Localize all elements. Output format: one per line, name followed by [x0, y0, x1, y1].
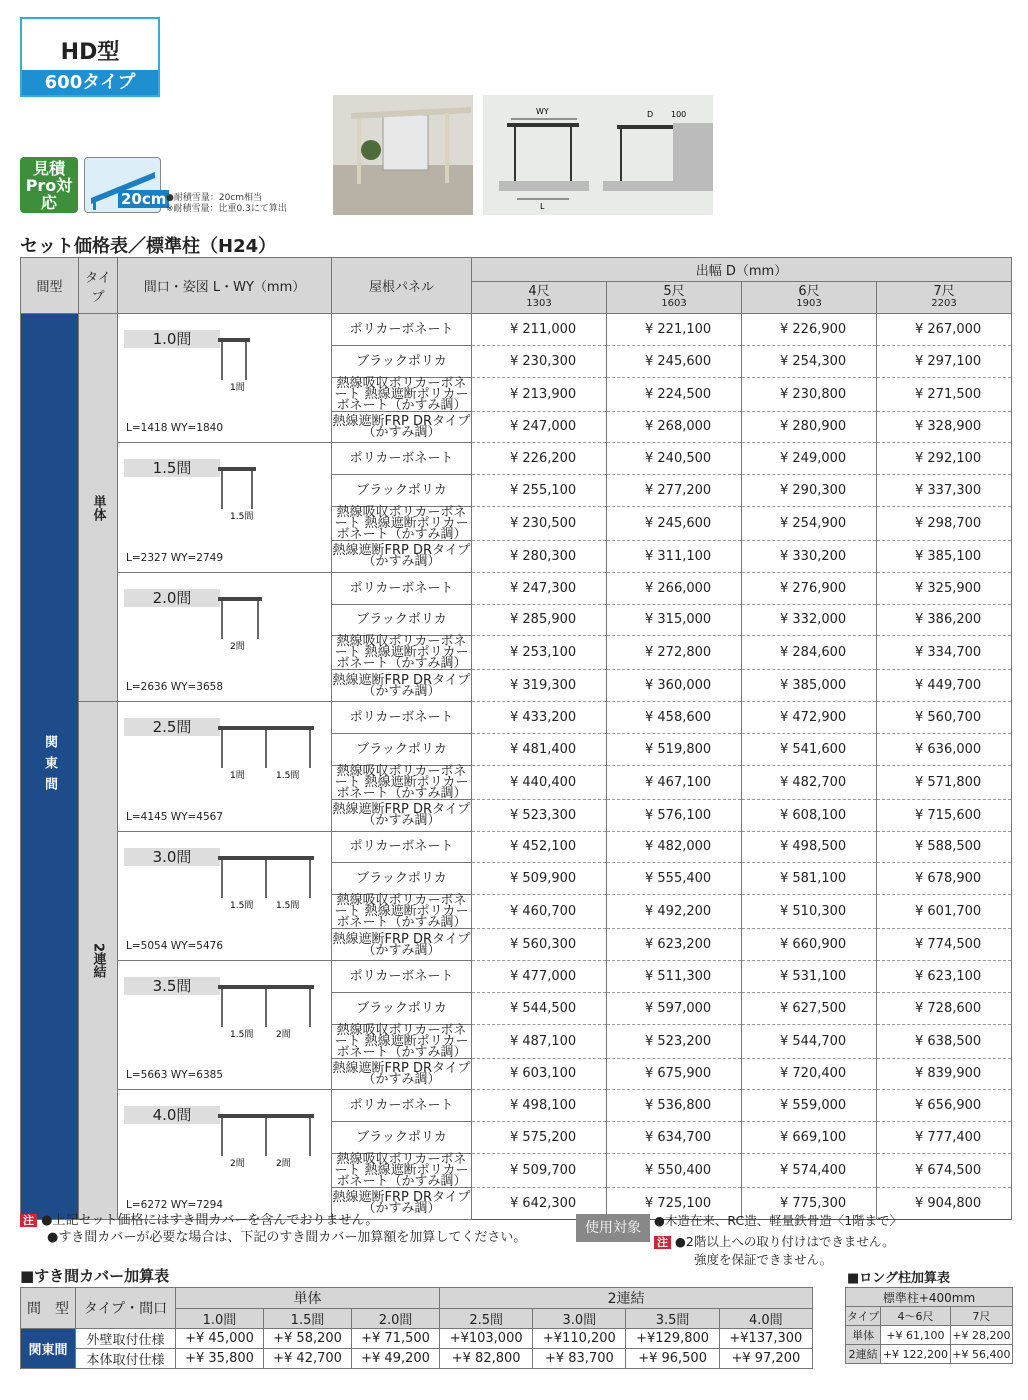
long-v2: +¥ 56,400 — [950, 1345, 1012, 1364]
size-figure — [118, 1090, 332, 1219]
depth-mm: 1603 — [661, 297, 687, 309]
price-cell: ¥ 292,100 — [877, 443, 1012, 475]
price-cell: ¥ 627,500 — [742, 992, 877, 1024]
cover-value: +¥110,200 — [533, 1329, 626, 1349]
panel-type: 熱線遮断FRP DRタイプ（かすみ調） — [332, 929, 472, 961]
panel-type: 熱線吸収ポリカーボネート 熱線遮断ポリカーボネート（かすみ調） — [332, 377, 472, 411]
panel-type: ブラックポリカ — [332, 604, 472, 636]
panel-type: ポリカーボネート — [332, 1090, 472, 1122]
price-cell: ¥ 777,400 — [877, 1122, 1012, 1154]
price-cell: ¥ 272,800 — [607, 636, 742, 670]
cover-col: 1.5間 — [264, 1309, 352, 1329]
price-cell: ¥ 280,900 — [742, 411, 877, 443]
price-cell: ¥ 576,100 — [607, 799, 742, 831]
span-label: 1間 — [230, 771, 245, 782]
depth-shaku: 5尺 — [663, 283, 685, 299]
panel-type: 熱線遮断FRP DRタイプ（かすみ調） — [332, 411, 472, 443]
cover-value: +¥ 45,000 — [176, 1329, 264, 1349]
long-c2: 7尺 — [950, 1307, 1012, 1326]
span-label: 1.5間 — [230, 512, 254, 523]
price-cell: ¥ 280,300 — [472, 540, 607, 572]
price-cell: ¥ 385,100 — [877, 540, 1012, 572]
dimension-diagram — [483, 95, 713, 215]
size-dims: L=2327 WY=2749 — [126, 551, 224, 564]
panel-type: ブラックポリカ — [332, 992, 472, 1024]
table-row — [21, 572, 1012, 604]
price-cell: ¥ 555,400 — [607, 863, 742, 895]
price-cell: ¥ 571,800 — [877, 765, 1012, 799]
price-cell: ¥ 460,700 — [472, 895, 607, 929]
size-label: 2.5間 — [124, 718, 220, 736]
cover-table — [20, 1287, 813, 1369]
span-label: 2間 — [276, 1029, 291, 1040]
estimate-badge: 見積Pro対応 — [20, 157, 78, 213]
price-cell: ¥ 482,000 — [607, 831, 742, 863]
cover-title: ■すき間カバー加算表 — [20, 1267, 170, 1285]
cover-value: +¥129,800 — [626, 1329, 719, 1349]
depth-shaku: 7尺 — [933, 283, 955, 299]
size-dims: L=1418 WY=1840 — [126, 422, 224, 435]
table-row — [21, 443, 1012, 475]
price-cell: ¥ 550,400 — [607, 1153, 742, 1187]
price-cell: ¥ 531,100 — [742, 960, 877, 992]
span-label: 1.5間 — [230, 900, 254, 911]
panel-type: ブラックポリカ — [332, 863, 472, 895]
table-row — [21, 831, 1012, 863]
price-cell: ¥ 642,300 — [472, 1187, 607, 1219]
price-cell: ¥ 498,100 — [472, 1090, 607, 1122]
table-row — [21, 1090, 1012, 1122]
price-cell: ¥ 328,900 — [877, 411, 1012, 443]
cover-row-name: 本体取付仕様 — [76, 1349, 176, 1369]
price-cell: ¥ 477,000 — [472, 960, 607, 992]
price-cell: ¥ 245,600 — [607, 345, 742, 377]
section-title: セット価格表／標準柱（H24） — [20, 236, 277, 257]
panel-type: ポリカーボネート — [332, 960, 472, 992]
price-cell: ¥ 458,600 — [607, 702, 742, 734]
usage-label: 使用対象 — [576, 1214, 650, 1242]
size-label: 4.0間 — [124, 1106, 220, 1124]
panel-type: 熱線吸収ポリカーボネート 熱線遮断ポリカーボネート（かすみ調） — [332, 636, 472, 670]
cover-col: 2.5間 — [440, 1309, 533, 1329]
size-figure — [118, 572, 332, 701]
snow-note-2: ※耐積雪量：比重0.3にて算出 — [166, 204, 287, 214]
d-offset: 100 — [671, 110, 687, 119]
price-cell: ¥ 311,100 — [607, 540, 742, 572]
price-cell: ¥ 774,500 — [877, 929, 1012, 961]
price-cell: ¥ 330,200 — [742, 540, 877, 572]
price-cell: ¥ 253,100 — [472, 636, 607, 670]
price-cell: ¥ 492,200 — [607, 895, 742, 929]
price-cell: ¥ 775,300 — [742, 1187, 877, 1219]
price-cell: ¥ 224,500 — [607, 377, 742, 411]
d-label: D — [647, 110, 654, 119]
price-cell: ¥ 608,100 — [742, 799, 877, 831]
h-depth: 出幅 D（mm） — [472, 258, 1012, 282]
depth-shaku: 4尺 — [528, 283, 550, 299]
price-cell: ¥ 678,900 — [877, 863, 1012, 895]
price-cell: ¥ 290,300 — [742, 475, 877, 507]
price-cell: ¥ 560,300 — [472, 929, 607, 961]
panel-type: ポリカーボネート — [332, 831, 472, 863]
price-cell: ¥ 284,600 — [742, 636, 877, 670]
size-label: 1.0間 — [124, 330, 220, 348]
long-v1: +¥ 61,100 — [881, 1326, 951, 1345]
cover-value: +¥ 58,200 — [264, 1329, 352, 1349]
price-cell: ¥ 277,200 — [607, 475, 742, 507]
price-cell: ¥ 498,500 — [742, 831, 877, 863]
cover-value: +¥137,300 — [719, 1329, 812, 1349]
h-panel: 屋根パネル — [332, 258, 472, 314]
size-figure — [118, 702, 332, 831]
long-head: 標準柱+400mm — [846, 1288, 1013, 1307]
panel-type: ポリカーボネート — [332, 702, 472, 734]
table-row — [846, 1326, 1013, 1345]
price-cell: ¥ 660,900 — [742, 929, 877, 961]
price-cell: ¥ 249,000 — [742, 443, 877, 475]
price-cell: ¥ 511,300 — [607, 960, 742, 992]
table-row — [21, 1329, 813, 1349]
size-dims: L=5054 WY=5476 — [126, 939, 224, 952]
price-cell: ¥ 482,700 — [742, 765, 877, 799]
cover-value: +¥103,000 — [440, 1329, 533, 1349]
price-cell: ¥ 904,800 — [877, 1187, 1012, 1219]
price-cell: ¥ 337,300 — [877, 475, 1012, 507]
price-cell: ¥ 839,900 — [877, 1058, 1012, 1090]
price-cell: ¥ 325,900 — [877, 572, 1012, 604]
price-cell: ¥ 386,200 — [877, 604, 1012, 636]
cover-h-region: 間 型 — [21, 1288, 76, 1329]
panel-type: 熱線吸収ポリカーボネート 熱線遮断ポリカーボネート（かすみ調） — [332, 1153, 472, 1187]
model-title: HD型 — [60, 40, 120, 65]
h-size: 間口・姿図 L・WY（mm） — [118, 258, 332, 314]
panel-type: 熱線遮断FRP DRタイプ（かすみ調） — [332, 799, 472, 831]
price-cell: ¥ 519,800 — [607, 733, 742, 765]
price-cell: ¥ 230,500 — [472, 506, 607, 540]
price-cell: ¥ 728,600 — [877, 992, 1012, 1024]
long-row-name: 2連結 — [846, 1345, 881, 1364]
panel-type: 熱線遮断FRP DRタイプ（かすみ調） — [332, 540, 472, 572]
long-row-name: 単体 — [846, 1326, 881, 1345]
table-row — [21, 702, 1012, 734]
price-cell: ¥ 601,700 — [877, 895, 1012, 929]
cover-col: 3.0間 — [533, 1309, 626, 1329]
price-cell: ¥ 254,900 — [742, 506, 877, 540]
panel-type: ポリカーボネート — [332, 572, 472, 604]
price-cell: ¥ 276,900 — [742, 572, 877, 604]
price-cell: ¥ 266,000 — [607, 572, 742, 604]
price-cell: ¥ 536,800 — [607, 1090, 742, 1122]
price-cell: ¥ 211,000 — [472, 314, 607, 346]
price-cell: ¥ 268,000 — [607, 411, 742, 443]
note-tag: 注 — [20, 1214, 37, 1227]
price-cell: ¥ 334,700 — [877, 636, 1012, 670]
model-subtitle: 600タイプ — [22, 70, 158, 95]
size-figure — [118, 960, 332, 1089]
price-cell: ¥ 254,300 — [742, 345, 877, 377]
region-cell: 関東間 — [21, 314, 79, 1220]
price-cell: ¥ 247,300 — [472, 572, 607, 604]
long-v2: +¥ 28,200 — [950, 1326, 1012, 1345]
table-row — [21, 314, 1012, 346]
price-cell: ¥ 574,400 — [742, 1153, 877, 1187]
cover-value: +¥ 83,700 — [533, 1349, 626, 1369]
usage-3: 強度を保証できません。 — [694, 1252, 833, 1267]
panel-type: 熱線遮断FRP DRタイプ（かすみ調） — [332, 1187, 472, 1219]
h-region: 間型 — [21, 258, 79, 314]
long-v1: +¥ 122,200 — [881, 1345, 951, 1364]
price-cell: ¥ 720,400 — [742, 1058, 877, 1090]
cover-value: +¥ 97,200 — [719, 1349, 812, 1369]
price-cell: ¥ 319,300 — [472, 670, 607, 702]
price-cell: ¥ 472,900 — [742, 702, 877, 734]
price-cell: ¥ 544,700 — [742, 1024, 877, 1058]
price-cell: ¥ 674,500 — [877, 1153, 1012, 1187]
price-cell: ¥ 675,900 — [607, 1058, 742, 1090]
table-row — [846, 1345, 1013, 1364]
panel-type: 熱線吸収ポリカーボネート 熱線遮断ポリカーボネート（かすみ調） — [332, 895, 472, 929]
h-type: タイプ — [79, 258, 118, 314]
snow-note-1: ●耐積雪量：20cm相当 — [166, 193, 263, 203]
price-cell: ¥ 575,200 — [472, 1122, 607, 1154]
price-cell: ¥ 597,000 — [607, 992, 742, 1024]
price-cell: ¥ 509,900 — [472, 863, 607, 895]
price-cell: ¥ 487,100 — [472, 1024, 607, 1058]
long-h-type: タイプ — [846, 1307, 881, 1326]
size-dims: L=4145 WY=4567 — [126, 810, 224, 823]
price-cell: ¥ 245,600 — [607, 506, 742, 540]
cover-value: +¥ 96,500 — [626, 1349, 719, 1369]
panel-type: 熱線吸収ポリカーボネート 熱線遮断ポリカーボネート（かすみ調） — [332, 506, 472, 540]
price-cell: ¥ 240,500 — [607, 443, 742, 475]
price-cell: ¥ 509,700 — [472, 1153, 607, 1187]
note-2: ●すき間カバーが必要な場合は、下記のすき間カバー加算額を加算してください。 — [47, 1230, 527, 1245]
price-cell: ¥ 481,400 — [472, 733, 607, 765]
price-cell: ¥ 588,500 — [877, 831, 1012, 863]
price-cell: ¥ 544,500 — [472, 992, 607, 1024]
size-dims: L=5663 WY=6385 — [126, 1069, 224, 1082]
size-label: 2.0間 — [124, 589, 220, 607]
price-cell: ¥ 715,600 — [877, 799, 1012, 831]
size-label: 1.5間 — [124, 459, 220, 477]
long-c1: 4～6尺 — [881, 1307, 951, 1326]
span-label: 2間 — [230, 641, 245, 652]
size-dims: L=2636 WY=3658 — [126, 681, 224, 694]
wy-label: WY — [536, 107, 549, 116]
price-cell: ¥ 623,100 — [877, 960, 1012, 992]
product-photo — [333, 95, 473, 215]
panel-type: ブラックポリカ — [332, 345, 472, 377]
price-cell: ¥ 271,500 — [877, 377, 1012, 411]
price-cell: ¥ 449,700 — [877, 670, 1012, 702]
price-cell: ¥ 603,100 — [472, 1058, 607, 1090]
usage-tag: 注 — [654, 1236, 671, 1249]
price-cell: ¥ 440,400 — [472, 765, 607, 799]
price-cell: ¥ 297,100 — [877, 345, 1012, 377]
note-1: ●上記セット価格にはすき間カバーを含んでおりません。 — [41, 1213, 379, 1228]
snow-depth: 20cm — [118, 190, 169, 208]
price-cell: ¥ 510,300 — [742, 895, 877, 929]
price-cell: ¥ 433,200 — [472, 702, 607, 734]
price-cell: ¥ 634,700 — [607, 1122, 742, 1154]
depth-mm: 1303 — [526, 297, 552, 309]
panel-type: ブラックポリカ — [332, 475, 472, 507]
price-cell: ¥ 467,100 — [607, 765, 742, 799]
price-cell: ¥ 385,000 — [742, 670, 877, 702]
panel-type: 熱線吸収ポリカーボネート 熱線遮断ポリカーボネート（かすみ調） — [332, 765, 472, 799]
price-cell: ¥ 221,100 — [607, 314, 742, 346]
cover-value: +¥ 71,500 — [352, 1329, 440, 1349]
cover-value: +¥ 35,800 — [176, 1349, 264, 1369]
price-cell: ¥ 725,100 — [607, 1187, 742, 1219]
usage-1: ●木造在来、RC造、軽量鉄骨造〈1階まで〉 — [654, 1213, 903, 1228]
price-cell: ¥ 636,000 — [877, 733, 1012, 765]
price-cell: ¥ 523,300 — [472, 799, 607, 831]
cover-region: 関東間 — [21, 1329, 76, 1369]
cover-col: 4.0間 — [719, 1309, 812, 1329]
cover-h-type: タイプ・間口 — [76, 1288, 176, 1329]
price-cell: ¥ 559,000 — [742, 1090, 877, 1122]
price-cell: ¥ 226,900 — [742, 314, 877, 346]
span-label: 2間 — [230, 1159, 245, 1170]
price-cell: ¥ 332,000 — [742, 604, 877, 636]
depth-mm: 2203 — [931, 297, 957, 309]
price-cell: ¥ 541,600 — [742, 733, 877, 765]
span-label: 1.5間 — [276, 900, 300, 911]
long-title: ■ロング柱加算表 — [847, 1271, 951, 1286]
price-cell: ¥ 560,700 — [877, 702, 1012, 734]
price-cell: ¥ 452,100 — [472, 831, 607, 863]
span-label: 2間 — [276, 1159, 291, 1170]
price-cell: ¥ 669,100 — [742, 1122, 877, 1154]
panel-type: 熱線遮断FRP DRタイプ（かすみ調） — [332, 1058, 472, 1090]
span-label: 1間 — [230, 383, 245, 393]
size-figure — [118, 314, 332, 443]
cover-h-double: 2連結 — [440, 1288, 813, 1309]
depth-shaku: 6尺 — [798, 283, 820, 299]
price-cell: ¥ 255,100 — [472, 475, 607, 507]
size-label: 3.0間 — [124, 848, 220, 866]
price-cell: ¥ 226,200 — [472, 443, 607, 475]
panel-type: ポリカーボネート — [332, 314, 472, 346]
price-cell: ¥ 230,800 — [742, 377, 877, 411]
panel-type: 熱線吸収ポリカーボネート 熱線遮断ポリカーボネート（かすみ調） — [332, 1024, 472, 1058]
panel-type: ブラックポリカ — [332, 733, 472, 765]
panel-type: 熱線遮断FRP DRタイプ（かすみ調） — [332, 670, 472, 702]
price-cell: ¥ 285,900 — [472, 604, 607, 636]
l-label: L — [540, 202, 545, 211]
cover-value: +¥ 82,800 — [440, 1349, 533, 1369]
price-cell: ¥ 360,000 — [607, 670, 742, 702]
price-cell: ¥ 230,300 — [472, 345, 607, 377]
panel-type: ブラックポリカ — [332, 1122, 472, 1154]
cover-value: +¥ 49,200 — [352, 1349, 440, 1369]
table-row — [21, 1349, 813, 1369]
size-figure — [118, 831, 332, 960]
table-row — [21, 960, 1012, 992]
price-cell: ¥ 523,200 — [607, 1024, 742, 1058]
depth-mm: 1903 — [796, 297, 822, 309]
size-label: 3.5間 — [124, 977, 220, 995]
type-double: 2連結 — [79, 702, 118, 1220]
price-table — [20, 257, 1012, 1220]
span-label: 1.5間 — [276, 771, 300, 782]
cover-col: 3.5間 — [626, 1309, 719, 1329]
cover-value: +¥ 42,700 — [264, 1349, 352, 1369]
cover-col: 2.0間 — [352, 1309, 440, 1329]
span-label: 1.5間 — [230, 1029, 254, 1040]
price-cell: ¥ 298,700 — [877, 506, 1012, 540]
usage-2: ●2階以上への取り付けはできません。 — [674, 1234, 895, 1249]
size-dims: L=6272 WY=7294 — [126, 1198, 224, 1211]
price-cell: ¥ 267,000 — [877, 314, 1012, 346]
cover-h-single: 単体 — [176, 1288, 440, 1309]
price-cell: ¥ 213,900 — [472, 377, 607, 411]
cover-row-name: 外壁取付仕様 — [76, 1329, 176, 1349]
price-cell: ¥ 581,100 — [742, 863, 877, 895]
price-cell: ¥ 623,200 — [607, 929, 742, 961]
size-figure — [118, 443, 332, 572]
panel-type: ポリカーボネート — [332, 443, 472, 475]
price-cell: ¥ 656,900 — [877, 1090, 1012, 1122]
long-post-table — [845, 1287, 1013, 1364]
cover-col: 1.0間 — [176, 1309, 264, 1329]
type-single: 単体 — [79, 314, 118, 702]
price-cell: ¥ 638,500 — [877, 1024, 1012, 1058]
price-cell: ¥ 315,000 — [607, 604, 742, 636]
price-cell: ¥ 247,000 — [472, 411, 607, 443]
